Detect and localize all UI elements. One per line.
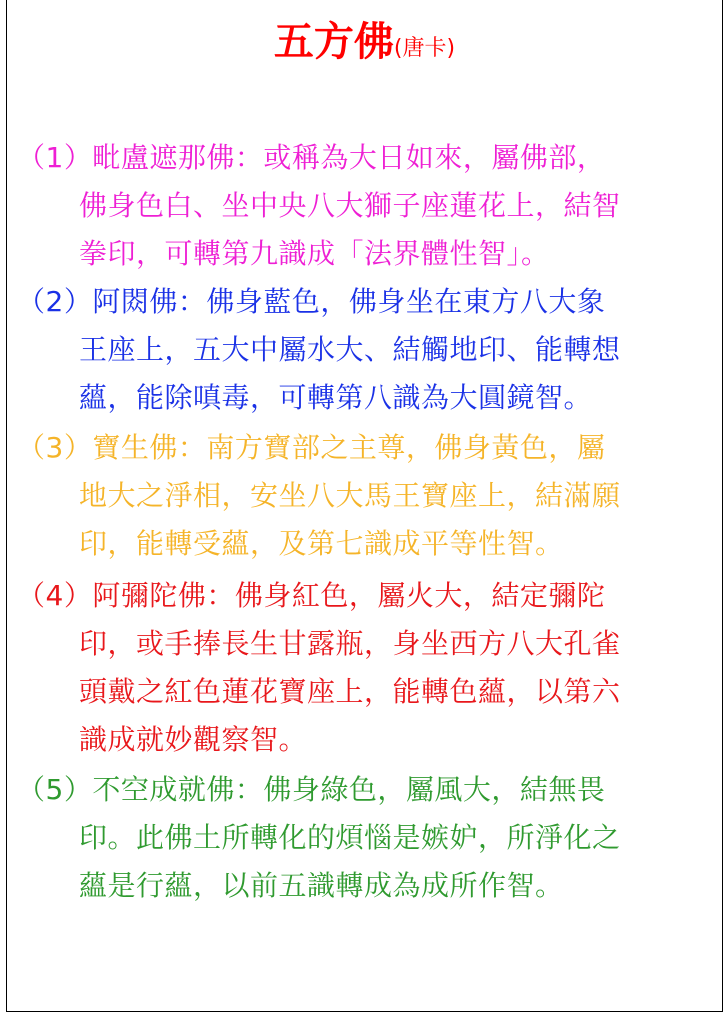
item-line: 蘊，能除嗔毒，可轉第八識為大圓鏡智。 — [79, 381, 593, 414]
item-line: （4）阿彌陀佛：佛身紅色，屬火大，結定彌陀 — [17, 579, 606, 612]
item-amitabha — [17, 572, 707, 764]
item-akshobhya — [17, 278, 707, 422]
item-ratnasambhava — [17, 424, 707, 568]
item-line: 印，或手捧長生甘露瓶，身坐西方八大孔雀 — [79, 627, 621, 660]
item-line: （2）阿閦佛：佛身藍色，佛身坐在東方八大象 — [17, 285, 606, 318]
item-line: 印。此佛土所轉化的煩惱是嫉妒，所淨化之 — [79, 821, 621, 854]
title-subtitle: (唐卡) — [393, 36, 456, 61]
item-line: （1）毗盧遮那佛：或稱為大日如來，屬佛部， — [17, 141, 606, 174]
page-title — [7, 19, 722, 65]
item-line: 識成就妙觀察智。 — [79, 723, 308, 756]
item-line: （3）寶生佛：南方寶部之主尊，佛身黃色，屬 — [17, 431, 606, 464]
item-line: 頭戴之紅色蓮花寶座上，能轉色蘊，以第六 — [79, 675, 621, 708]
item-line: 佛身色白、坐中央八大獅子座蓮花上，結智 — [79, 189, 621, 222]
item-line: 王座上，五大中屬水大、結觸地印、能轉想 — [79, 333, 621, 366]
item-vairocana — [17, 134, 707, 278]
item-line: 拳印，可轉第九識成「法界體性智」。 — [79, 237, 550, 270]
item-line: 印，能轉受蘊，及第七識成平等性智。 — [79, 527, 564, 560]
document-page — [6, 0, 723, 1012]
title-main: 五方佛 — [273, 19, 394, 65]
item-amoghasiddhi — [17, 766, 707, 910]
item-line: 蘊是行蘊，以前五識轉成為成所作智。 — [79, 869, 564, 902]
item-line: （5）不空成就佛：佛身綠色，屬風大，結無畏 — [17, 773, 606, 806]
item-line: 地大之淨相，安坐八大馬王寶座上，結滿願 — [79, 479, 621, 512]
